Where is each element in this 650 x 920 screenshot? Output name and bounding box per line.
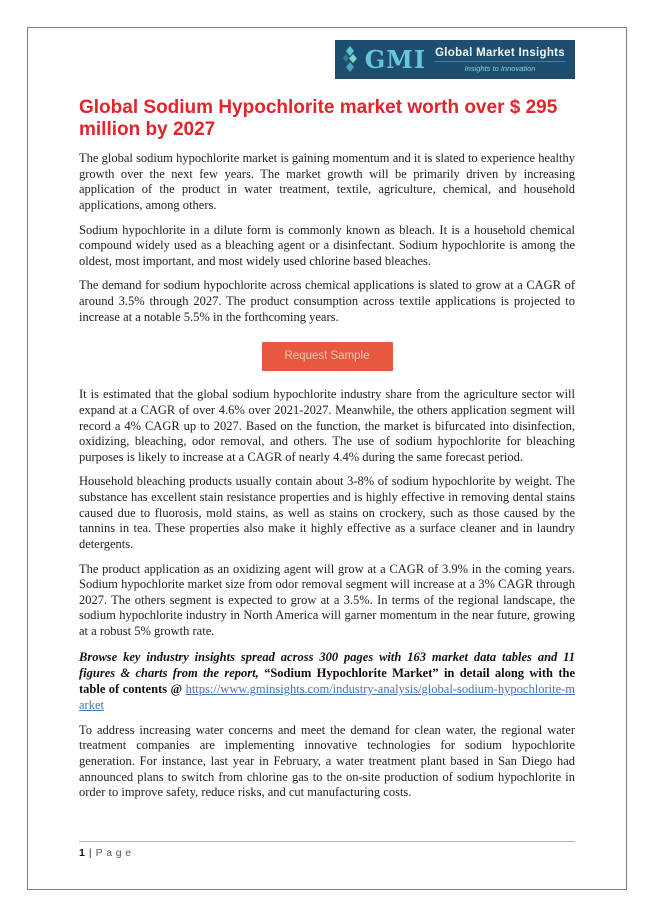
header	[79, 40, 575, 79]
page-number: 1	[79, 847, 85, 859]
paragraph-chemical-cagr: The demand for sodium hypochlorite across chemical applications is slated to grow at a CAGR of around 3.5% through 2027. The product consumption across textile applications is projected to increase at a notable 5.5% in the forthcoming years.	[79, 278, 575, 324]
paragraph-intro: The global sodium hypochlorite market is gaining momentum and it is slated to experience healthy growth over the next few years. The market growth will be primarily driven by increasing application of the product in water treatment, textile, agriculture, chemical, and household applications, among others.	[79, 151, 575, 212]
page-label: Page	[95, 847, 135, 859]
article-title: Global Sodium Hypochlorite market worth over $ 295 million by 2027	[79, 97, 558, 141]
paragraph-bleach-definition: Sodium hypochlorite in a dilute form is commonly known as bleach. It is a household chemical compound widely used as a bleaching agent or a disinfectant. Sodium hypochlorite is among the oldest, most important, and most widely used chlorine based bleaches.	[79, 222, 575, 268]
gmi-diamond-icon	[342, 45, 358, 75]
logo-company-name: Global Market Insights	[435, 46, 565, 59]
report-link[interactable]: https://www.gminsights.com/industry-analysis/global-sodium-hypochlorite-market	[79, 682, 575, 713]
logo-text	[435, 47, 565, 73]
paragraph-water-treatment: To address increasing water concerns and meet the demand for clean water, the regional water treatment companies are implementing innovative technologies for sodium hypochlorite generation. For instance, last year in February, a water treatment plant based in San Diego had announced plans to switch from chlorine gas to the on-site production of sodium hypochlorite in order to improve safety, reduce risks, and cut manufacturing costs.	[79, 722, 575, 800]
highlight-bold-text: “Sodium Hypochlorite Market” in detail along with the table of contents @	[79, 665, 575, 697]
company-logo	[335, 40, 575, 79]
request-sample-button[interactable]: Request Sample	[262, 342, 393, 371]
footer-text	[79, 847, 575, 859]
highlight-italic-text: Browse key industry insights spread across 300 pages with 163 market data tables and 11 figures & charts from the report,	[79, 649, 575, 680]
paragraph-oxidizing-agent: The product application as an oxidizing agent will grow at a CAGR of 3.9% in the coming years. Sodium hypochlorite market size from odor removal segment will increase at a 3% CAGR through 2027. The others segment is expected to grow at a 3.5%. In terms of the regional landscape, the sodium hypochlorite industry in North America will garner momentum in the near future, growing at a robust 5% growth rate.	[79, 561, 575, 639]
page-footer	[79, 841, 575, 859]
cta-row	[79, 342, 575, 371]
paragraph-agriculture-segment: It is estimated that the global sodium hypochlorite industry share from the agriculture sector will expand at a CAGR of over 4.6% over 2021-2027. Meanwhile, the others application segment will record a 4% CAGR up to 2027. Based on the function, the market is bifurcated into disinfection, oxidizing, bleaching, odor removal, and others. The use of sodium hypochlorite for bleaching purposes is likely to increase at a CAGR of nearly 4.4% during the same forecast period.	[79, 387, 575, 464]
footer-divider	[79, 841, 575, 842]
logo-divider	[435, 61, 565, 62]
report-highlight	[79, 649, 575, 714]
footer-separator: |	[88, 847, 92, 859]
paragraph-household-bleaching: Household bleaching products usually contain about 3-8% of sodium hypochlorite by weight. The substance has excellent stain resistance properties and is highly effective in removing dental stains caused due to fluorosis, mold stains, as well as stains on crockery, such as those caused by the tannins in tea. These properties also make it highly effective as a surface cleaner and in laundry detergents.	[79, 474, 575, 551]
logo-monogram: GMI	[364, 44, 427, 74]
document-page	[27, 27, 627, 890]
logo-tagline: Insights to Innovation	[464, 63, 536, 73]
